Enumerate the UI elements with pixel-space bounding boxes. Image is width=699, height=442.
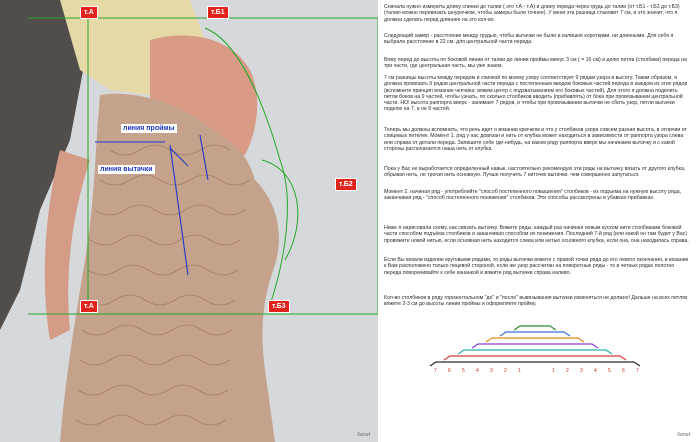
paragraph-6: Пока у Вас не выработается определенный навык, настоятельно рекомендую эти ряды на вытачку вязать от другого клубка, обрывая нить, не трогая нить основную. Лучше получить 7 ниточек вытачки, чем совершенно запутаться.: [384, 166, 686, 179]
dart-row-number: 2: [504, 368, 507, 374]
paragraph-5: Теперь мы должны вспомнить, что речь идет о вязании крючком и что у столбиков узора совсем разная высота, в отличии от спицевых петелек. Момент 1. ряд у нас довязан и нить от клубка может находиться в зависимости от раппорта узора слева или справа от детали переда. Запишите себе где-нибудь, на каком ряду раппорта вверх мы начинаем вытачку и с какой стороны располагается наша нить от клубка.: [384, 127, 687, 152]
dart-row-line: [472, 344, 598, 348]
dart-row-number: 3: [580, 368, 583, 374]
dart-row-number: 4: [476, 368, 479, 374]
paragraph-8: Ниже я нарисовала схему, как связать вытачку. Вяжите ряды, каждый раз начиная новым куском нити столбиками боковой части способом подъёма столбиков и заканчивая способом их понижения. Последний 7-й ряд (или какой он там будет у Вас) провяжите новой нитью, если основная нить находится слева или нитью основного клубка, если она, она находилась справа.: [384, 225, 689, 244]
dart-row-number: 6: [622, 368, 625, 374]
dart-row-number: 1: [552, 368, 555, 374]
point-a-bottom-label: т.А: [80, 300, 98, 313]
dart-row-number: 5: [462, 368, 465, 374]
instructions-text: [380, 0, 696, 442]
dart-row-number: 1: [518, 368, 521, 374]
point-b1-label: т.Б1: [207, 6, 229, 19]
dart-row-line: [430, 362, 640, 366]
dart-diagram-svg: [420, 318, 650, 378]
paragraph-4: 7 см разницы высоты между передом и спинкой по моему узору соответствует 9 рядам узора в высоту. Таким образом, я должна провязать 9 рядов центральной части переда с постепенным вводом боковых частей переда в каждом из этих рядов (вспомните принцип вязания чепчика: вяжем центр с подхватыванием его боковых частей). Для этого я должна поделить петли боков на 9 частей, чтобы узнать, по сколько столбиков вводить (прибавлять) от бока при провязывании центральной части. НО! высота раппорта вверх - занимает 7 рядов, и чтобы при провязывании вытачки не сбить узор, петли вытачки поделю на 7, а не 9 частей.: [384, 75, 688, 113]
point-b2-label: т.Б2: [335, 178, 357, 191]
point-b3-label: т.Б3: [268, 300, 290, 313]
dart-row-number: 5: [608, 368, 611, 374]
dart-row-number: 2: [566, 368, 569, 374]
photo-signature: Xenet: [356, 432, 370, 438]
dart-row-number: 6: [448, 368, 451, 374]
dart-row-number: 7: [636, 368, 639, 374]
paragraph-9: Если Вы вязали изделие круговыми рядами, то ряды вытачки вяжите с правой точки ряда до его левого окончания, и вязание к Вам расположено только лицевой стороной, если же узор рассчитан на поворотные ряды - то в четных рядах полотно переда поворачивайте к себе изнанкой и вяжите ряд вытачки справа налево.: [384, 257, 689, 276]
dart-row-line: [458, 350, 612, 354]
dart-row-line: [444, 356, 626, 360]
dart-row-number: 4: [594, 368, 597, 374]
point-a-top-label: т.А: [80, 6, 98, 19]
dart-row-line: [500, 332, 570, 336]
dart-line-label: линия вытачки: [100, 166, 153, 173]
dart-row-number: 7: [434, 368, 437, 374]
paragraph-1: Сначала нужно измерить длину спинки до талии ( это т.А - т.А) и длину переда через грудь до талии (от т.Б1 - т.Б2 до т.Б3) (талию можно перевязать шнурочком, чтобы замеры были точнее). У меня эта разница становит 7 см, и это значит, что я должна сделать перед длиннее на это кол-во.: [384, 4, 680, 23]
paragraph-3: Вяжу перед до высоты по боковой линии от талии до линии проймы минус 3 см ( = 16 см) и делю петли (столбики) переда на три части, где центральная часть, мы уже знаем.: [384, 57, 687, 70]
text-signature: Xenet: [676, 432, 690, 438]
dart-row-line: [486, 338, 584, 342]
dart-diagram: [420, 318, 650, 383]
paragraph-2: Следующий замер - расстояние между грудью, чтобы вытачки не были и излишне короткими, ни длинными. Для себя я выбрала расстояние в 22 см. для центральной части переда.: [384, 33, 674, 46]
paragraph-7: Момент 2. начиная ряд - употребляйте "способ постепенного повышения" столбиков - их подъема на нужную высоту ряда, заканчивая ряд - "способ постепенного понижения" столбиков. Эти способы рассмотрены в убавках-прибавках.: [384, 189, 682, 202]
armhole-line-label: линия проймы: [123, 125, 175, 132]
paragraph-10: Кол-во столбиков в ряду горизонтальном "до" и "после" вывязывания вытачки изменяться не должно! Дальше на всех петлях вяжете 2-3 см до высоты линии проймы и оформляете пройму.: [384, 295, 688, 308]
dart-row-line: [514, 326, 556, 330]
dart-row-number: 3: [490, 368, 493, 374]
